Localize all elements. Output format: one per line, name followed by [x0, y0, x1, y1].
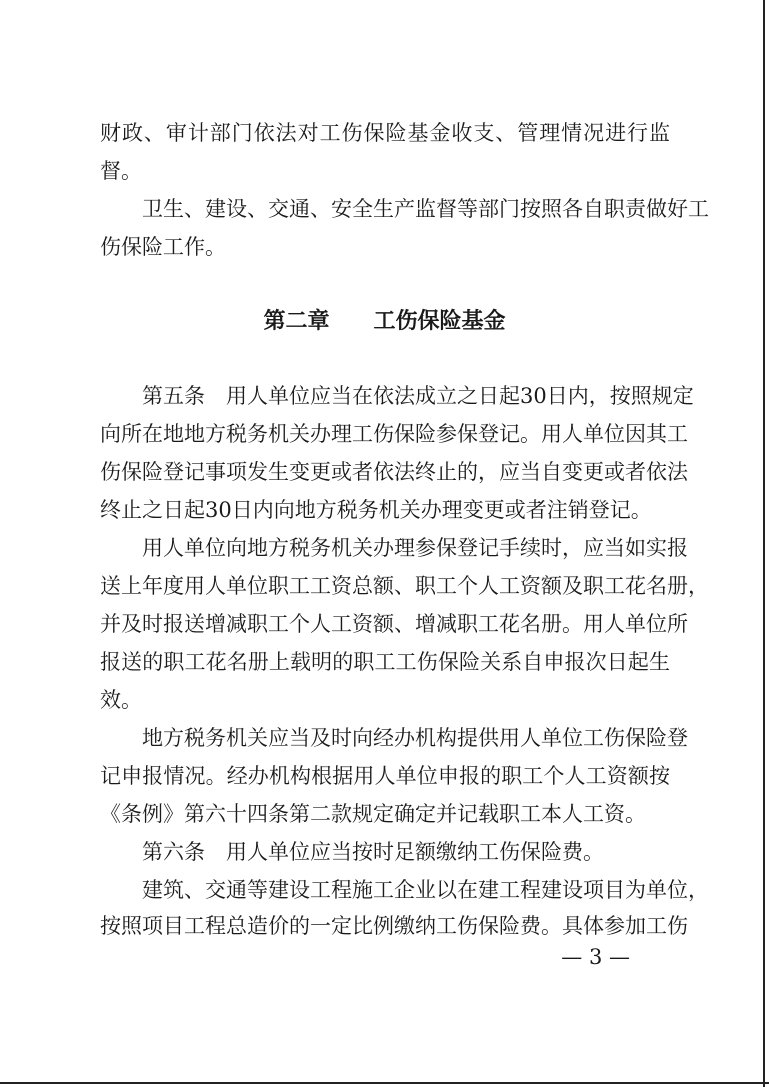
- text-line-9: 用人单位向地方税务机关办理参保登记手续时，应当如实报: [142, 536, 688, 560]
- text-line-17: 第六条 用人单位应当按时足额缴纳工伤保险费。: [142, 840, 604, 864]
- text-line-5: 第五条 用人单位应当在依法成立之日起30日内，按照规定: [142, 384, 694, 408]
- scan-border-right: [763, 0, 765, 1087]
- text-line-8: 终止之日起30日内向地方税务机关办理变更或者注销登记。: [100, 498, 652, 522]
- text-line-15: 记申报情况。经办机构根据用人单位申报的职工个人工资额按: [100, 764, 670, 788]
- text-line-19: 按照项目工程总造价的一定比例缴纳工伤保险费。具体参加工伤: [100, 914, 688, 938]
- page-number: — 3 —: [561, 945, 630, 969]
- chapter-heading: 第二章 工伤保险基金: [263, 309, 506, 334]
- scan-border-bottom: [0, 1082, 769, 1084]
- text-line-6: 向所在地地方税务机关办理工伤保险参保登记。用人单位因其工: [100, 422, 688, 446]
- text-line-1: 财政、审计部门依法对工伤保险基金收支、管理情况进行监: [100, 121, 670, 145]
- text-line-2: 督。: [100, 159, 142, 183]
- text-line-12: 报送的职工花名册上载明的职工工伤保险关系自申报次日起生: [100, 650, 670, 674]
- text-line-16: 《条例》第六十四条第二款规定确定并记载职工本人工资。: [100, 802, 646, 826]
- text-line-18: 建筑、交通等建设工程施工企业以在建工程建设项目为单位，: [142, 878, 709, 902]
- text-line-11: 并及时报送增减职工个人工资额、增减职工花名册。用人单位所: [100, 612, 688, 636]
- text-line-13: 效。: [100, 688, 142, 712]
- text-line-14: 地方税务机关应当及时向经办机构提供用人单位工伤保险登: [142, 726, 688, 750]
- text-line-7: 伤保险登记事项发生变更或者依法终止的，应当自变更或者依法: [100, 460, 688, 484]
- text-line-10: 送上年度用人单位职工工资总额、职工个人工资额及职工花名册，: [100, 574, 709, 598]
- text-line-4: 伤保险工作。: [100, 235, 226, 259]
- text-line-3: 卫生、建设、交通、安全生产监督等部门按照各自职责做好工: [142, 197, 709, 221]
